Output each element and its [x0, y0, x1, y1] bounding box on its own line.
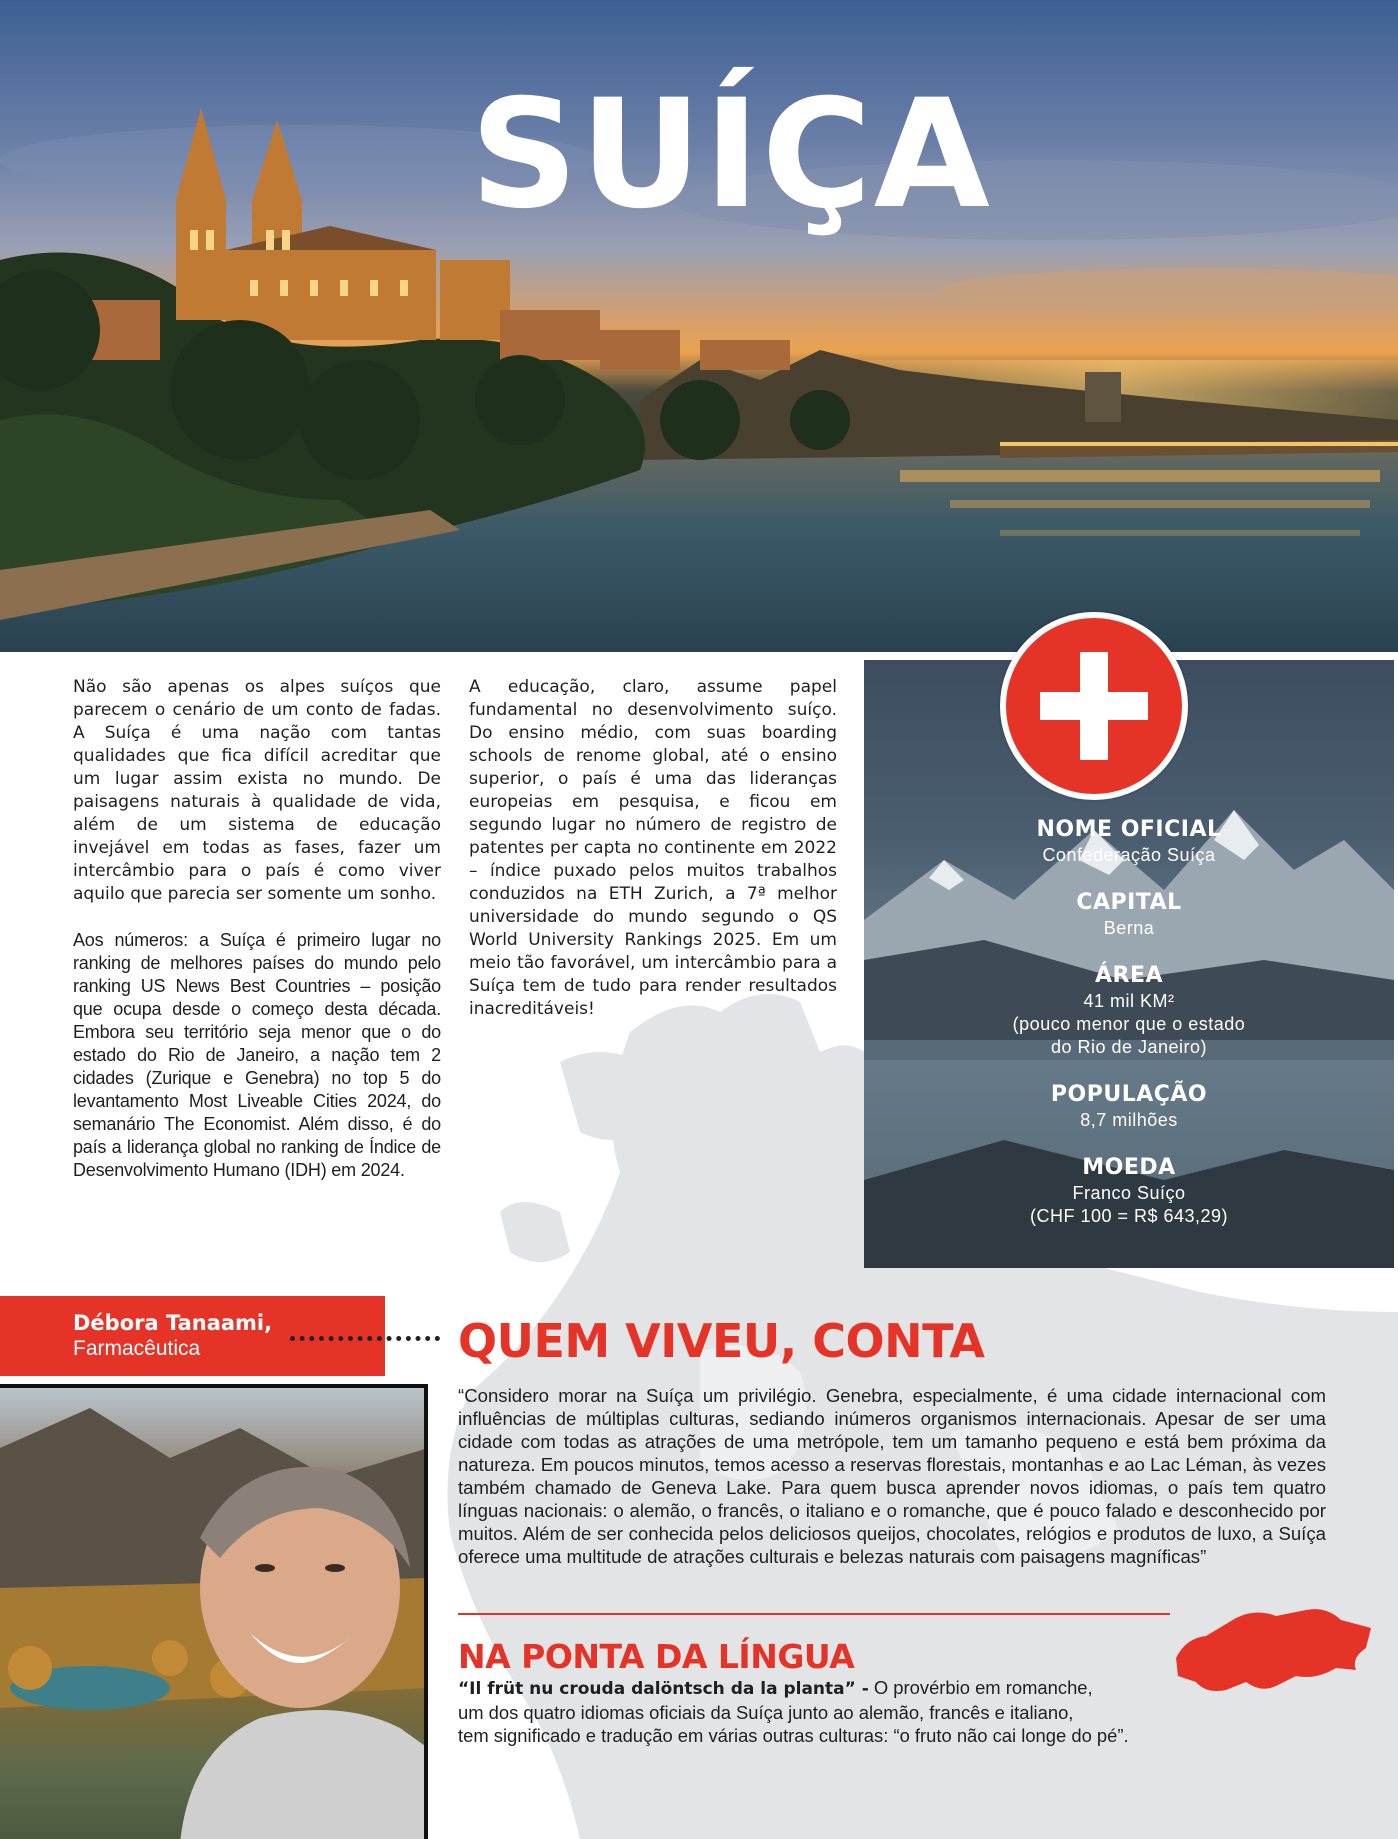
- testimonial-quote: “Considero morar na Suíça um privilégio. Genebra, especialmente, é uma cidade internacional com influências de múltiplas culturas, sediando inúmeros organismos internacionais. Apesar de ser uma cidade com todas as atrações de uma metrópole, tem um tamanho pequeno e está bem próxima da natureza. Em poucos minutos, temos acesso a reservas florestais, montanhas e ao Lac Léman, às vezes também chamado de Geneva Lake. Para quem busca aprender novos idiomas, o país tem quatro línguas nacionais: o alemão, o francês, o italiano e o romanche, que é pouco falado e desconhecido por muitos. Além de ser conhecida pelos deliciosos queijos, chocolates, relógios e produtos de luxo, a Suíça oferece uma multitude de atrações culturais e belezas naturais com paisagens magníficas”: [458, 1385, 1326, 1567]
- hero-image: [0, 0, 1398, 652]
- portrait-illustration: [0, 1388, 428, 1839]
- facts-list: [864, 816, 1394, 1250]
- proverb-text: [458, 1676, 1278, 1747]
- intro-paragraph-1: Não são apenas os alpes suíços que parecem o cenário de um conto de fadas. A Suíça é uma nação com tantas qualidades que fica difícil acreditar que um lugar assim exista no mundo. De paisagens naturais à qualidade de vida, além de um sistema de educação invejável em todas as fases, fazer um intercâmbio para o país é como viver aquilo que parecia ser somente um sonho.: [73, 677, 441, 904]
- proverb-phrase: “Il früt nu crouda dalöntsch da la planta” -: [458, 1679, 869, 1699]
- intro-paragraph-2: Aos números: a Suíça é primeiro lugar no ranking de melhores países do mundo pelo ranking US News Best Countries – posição que ocupa desde o começo desta década. Embora seu território seja menor que o do estado do Rio de Janeiro, a nação tem 2 cidades (Zurique e Genebra) no top 5 do levantamento Most Liveable Cities 2024, do semanário The Economist. Além disso, é do país a liderança global no ranking de Índice de Desenvolvimento Humano (IDH) em 2024.: [73, 930, 441, 1180]
- intro-column-1: [73, 676, 441, 1205]
- proverb-line-3: tem significado e tradução em várias outras culturas: “o fruto não cai longe do pé”.: [458, 1725, 1129, 1746]
- fact-capital: CAPITAL Berna: [1076, 890, 1182, 938]
- fact-official-name: NOME OFICIAL Confederação Suíça: [1036, 817, 1222, 865]
- proverb-section-title: NA PONTA DA LÍNGUA: [458, 1637, 855, 1676]
- intro-column-2: [469, 676, 837, 1044]
- proverb-line-1: O provérbio em romanche,: [868, 1677, 1093, 1698]
- dotted-connector: [290, 1336, 440, 1341]
- testimonial-photo: [0, 1384, 428, 1839]
- testimonial-name: Débora Tanaami,: [73, 1311, 273, 1335]
- fact-currency: MOEDA Franco Suíço (CHF 100 = R$ 643,29): [1029, 1155, 1229, 1226]
- section-divider: [458, 1613, 1170, 1615]
- intro-paragraph-3: A educação, claro, assume papel fundamental no desenvolvimento suíço. Do ensino médio, com suas boarding schools de renome global, até o ensino superior, o país é uma das lideranças europeias em pesquisa, e ficou em segundo lugar no número de registro de patentes per capta no continente em 2022 – índice puxado pelos muitos trabalhos conduzidos na ETH Zurich, a 7ª melhor universidade do mundo segundo o QS World University Rankings 2025. Em um meio tão favorável, um intercâmbio para a Suíça tem de tudo para render resultados inacreditáveis!: [469, 677, 837, 1019]
- fact-population: POPULAÇÃO 8,7 milhões: [1050, 1082, 1208, 1130]
- testimonial-section-title: QUEM VIVEU, CONTA: [458, 1314, 985, 1368]
- switzerland-map-icon: [1166, 1598, 1376, 1698]
- proverb-line-2: um dos quatro idiomas oficiais da Suíça junto ao alemão, francês e italiano,: [458, 1702, 1074, 1723]
- swiss-flag-icon: [1000, 612, 1188, 800]
- fact-area: ÁREA 41 mil KM² (pouco menor que o estado do Rio de Janeiro): [1012, 963, 1246, 1057]
- testimonial-role: Farmacêutica: [73, 1337, 201, 1360]
- page-title: SUÍÇA: [470, 68, 992, 242]
